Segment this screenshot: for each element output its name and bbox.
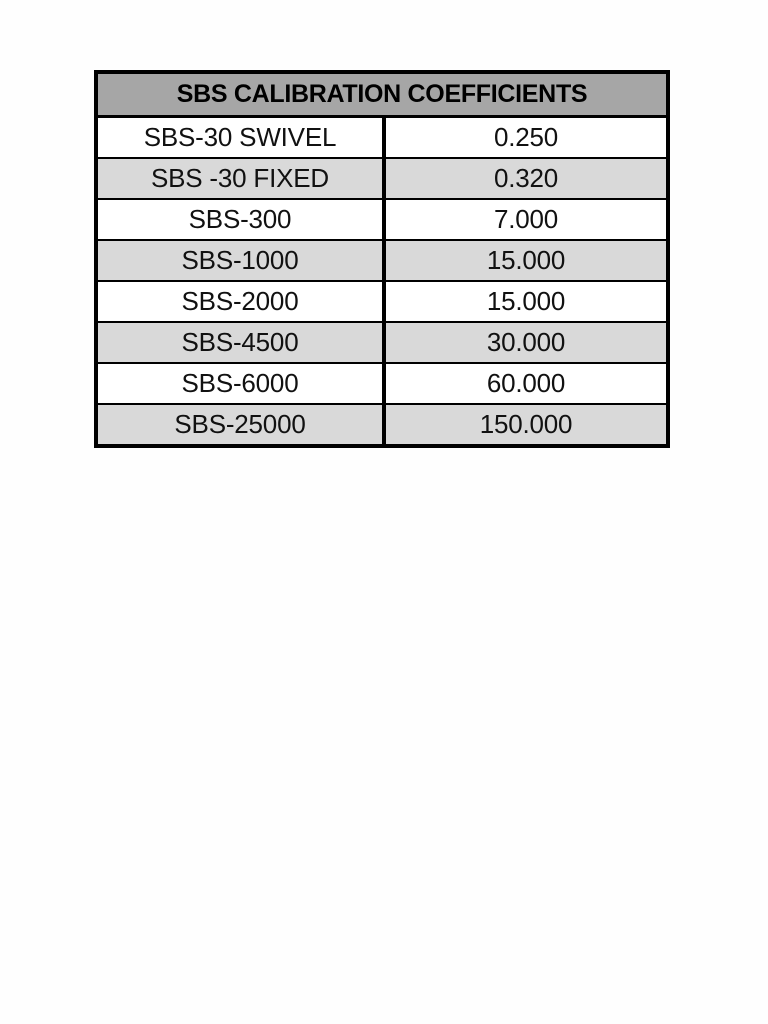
table-header-row — [96, 72, 668, 117]
coefficient-cell: 60.000 — [384, 363, 668, 404]
coefficient-cell: 0.320 — [384, 158, 668, 199]
table-row — [96, 199, 668, 240]
coefficient-cell: 7.000 — [384, 199, 668, 240]
coefficient-cell: 15.000 — [384, 281, 668, 322]
table-row — [96, 240, 668, 281]
model-cell: SBS-2000 — [96, 281, 384, 322]
model-cell: SBS-25000 — [96, 404, 384, 446]
model-cell: SBS-300 — [96, 199, 384, 240]
model-cell: SBS -30 FIXED — [96, 158, 384, 199]
model-cell: SBS-1000 — [96, 240, 384, 281]
model-cell: SBS-6000 — [96, 363, 384, 404]
calibration-coefficients-table — [94, 70, 670, 448]
table-row — [96, 158, 668, 199]
table-row — [96, 117, 668, 159]
model-cell: SBS-4500 — [96, 322, 384, 363]
table-row — [96, 281, 668, 322]
model-cell: SBS-30 SWIVEL — [96, 117, 384, 159]
coefficient-cell: 15.000 — [384, 240, 668, 281]
table-row — [96, 404, 668, 446]
coefficient-cell: 0.250 — [384, 117, 668, 159]
coefficient-cell: 30.000 — [384, 322, 668, 363]
table-row — [96, 322, 668, 363]
coefficient-cell: 150.000 — [384, 404, 668, 446]
table-title: SBS CALIBRATION COEFFICIENTS — [96, 72, 668, 117]
table-row — [96, 363, 668, 404]
